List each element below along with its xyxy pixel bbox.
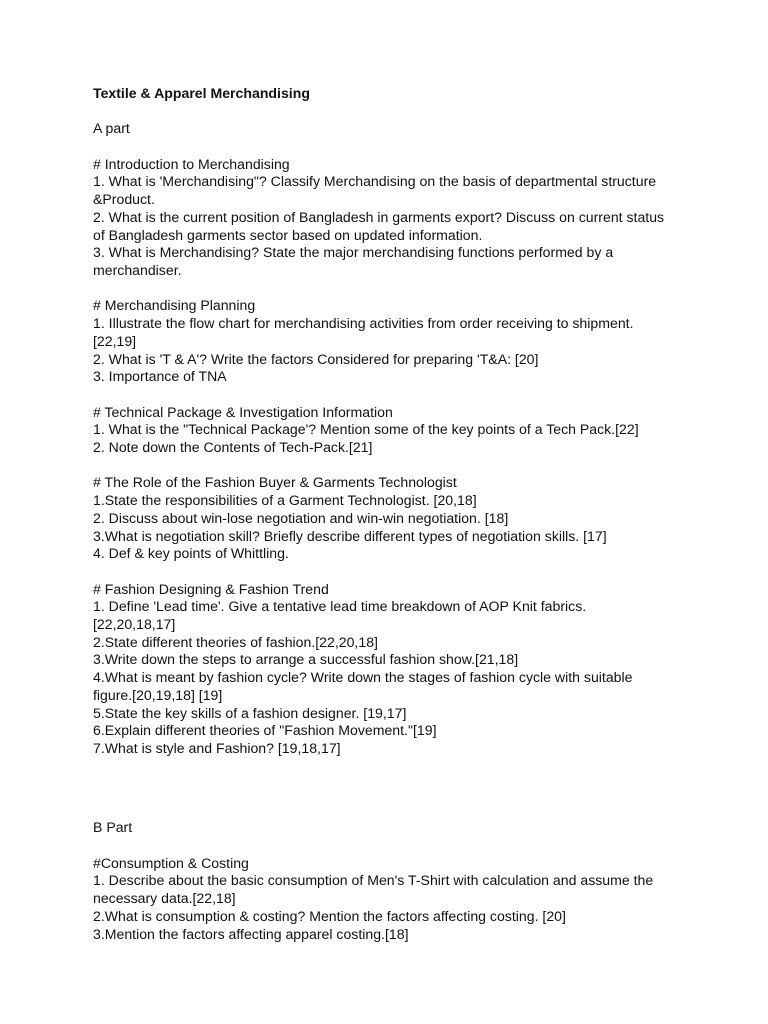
question-line: 3.Mention the factors affecting apparel costing.[18] [93, 925, 409, 942]
question-line: 3. What is Merchandising? State the major merchandising functions performed by a [93, 244, 614, 261]
spacer [93, 280, 692, 298]
question-line: 5.State the key skills of a fashion designer. [19,17] [93, 704, 407, 721]
question-line: [22,19] [93, 332, 137, 349]
spacer [93, 138, 692, 156]
part-a-label: A part [93, 120, 130, 137]
question-line: 7.What is style and Fashion? [19,18,17] [93, 739, 341, 756]
spacer [93, 103, 692, 121]
question-line: merchandiser. [93, 262, 182, 278]
question-line: 4.What is meant by fashion cycle? Write down the stages of fashion cycle with suitable [93, 669, 633, 686]
question-line: 6.Explain different theories of "Fashion Movement."[19] [93, 722, 437, 739]
section-heading: # Introduction to Merchandising [93, 155, 290, 172]
section-fashion-buyer [93, 474, 692, 563]
document-title: Textile & Apparel Merchandising [93, 85, 310, 101]
section-heading: # Fashion Designing & Fashion Trend [93, 580, 329, 597]
question-line: 2. Note down the Contents of Tech-Pack.[21] [93, 439, 373, 455]
spacer [93, 837, 692, 855]
question-line: 2. Discuss about win-lose negotiation and win-win negotiation. [18] [93, 509, 509, 526]
question-line: 2.What is consumption & costing? Mention the factors affecting costing. [20] [93, 907, 566, 924]
section-technical-package [93, 404, 692, 457]
question-line: 2. What is the current position of Bangladesh in garments export? Discuss on current status [93, 208, 665, 225]
spacer [93, 386, 692, 404]
spacer [93, 758, 692, 802]
question-line: 1. Describe about the basic consumption of Men's T-Shirt with calculation and assume the [93, 872, 654, 889]
section-introduction [93, 156, 692, 280]
question-line: 1. What is the "Technical Package'? Mention some of the key points of a Tech Pack.[22] [93, 421, 639, 438]
question-line: 3.What is negotiation skill? Briefly describe different types of negotiation skills. [17] [93, 527, 607, 544]
question-line: 1. Illustrate the flow chart for merchandising activities from order receiving to shipment. [93, 315, 634, 332]
question-line: necessary data.[22,18] [93, 890, 236, 907]
question-line: 3.Write down the steps to arrange a successful fashion show.[21,18] [93, 651, 519, 668]
question-line: 2. What is 'T & A'? Write the factors Considered for preparing 'T&A: [20] [93, 350, 539, 367]
question-line: 2.State different theories of fashion.[22,20,18] [93, 633, 378, 650]
question-line: &Product. [93, 191, 155, 208]
section-consumption-costing [93, 855, 692, 944]
question-line: [22,20,18,17] [93, 616, 176, 632]
section-heading: # Merchandising Planning [93, 297, 256, 314]
section-heading: #Consumption & Costing [93, 854, 249, 871]
question-line: 3. Importance of TNA [93, 368, 227, 385]
question-line: 1. Define 'Lead time'. Give a tentative lead time breakdown of AOP Knit fabrics. [93, 598, 587, 615]
question-line: 1. What is 'Merchandising"? Classify Merchandising on the basis of departmental structure [93, 173, 657, 190]
section-merchandising-planning [93, 297, 692, 386]
question-line: figure.[20,19,18] [19] [93, 686, 223, 703]
question-line: of Bangladesh garments sector based on updated information. [93, 226, 483, 243]
spacer [93, 563, 692, 581]
spacer [93, 802, 692, 820]
question-line: 1.State the responsibilities of a Garment Technologist. [20,18] [93, 492, 477, 509]
section-heading: # The Role of the Fashion Buyer & Garments Technologist [93, 474, 457, 491]
question-line: 4. Def & key points of Whittling. [93, 545, 289, 562]
section-fashion-designing [93, 581, 692, 758]
part-b-label: B Part [93, 819, 133, 836]
section-heading: # Technical Package & Investigation Information [93, 403, 393, 420]
spacer [93, 457, 692, 475]
